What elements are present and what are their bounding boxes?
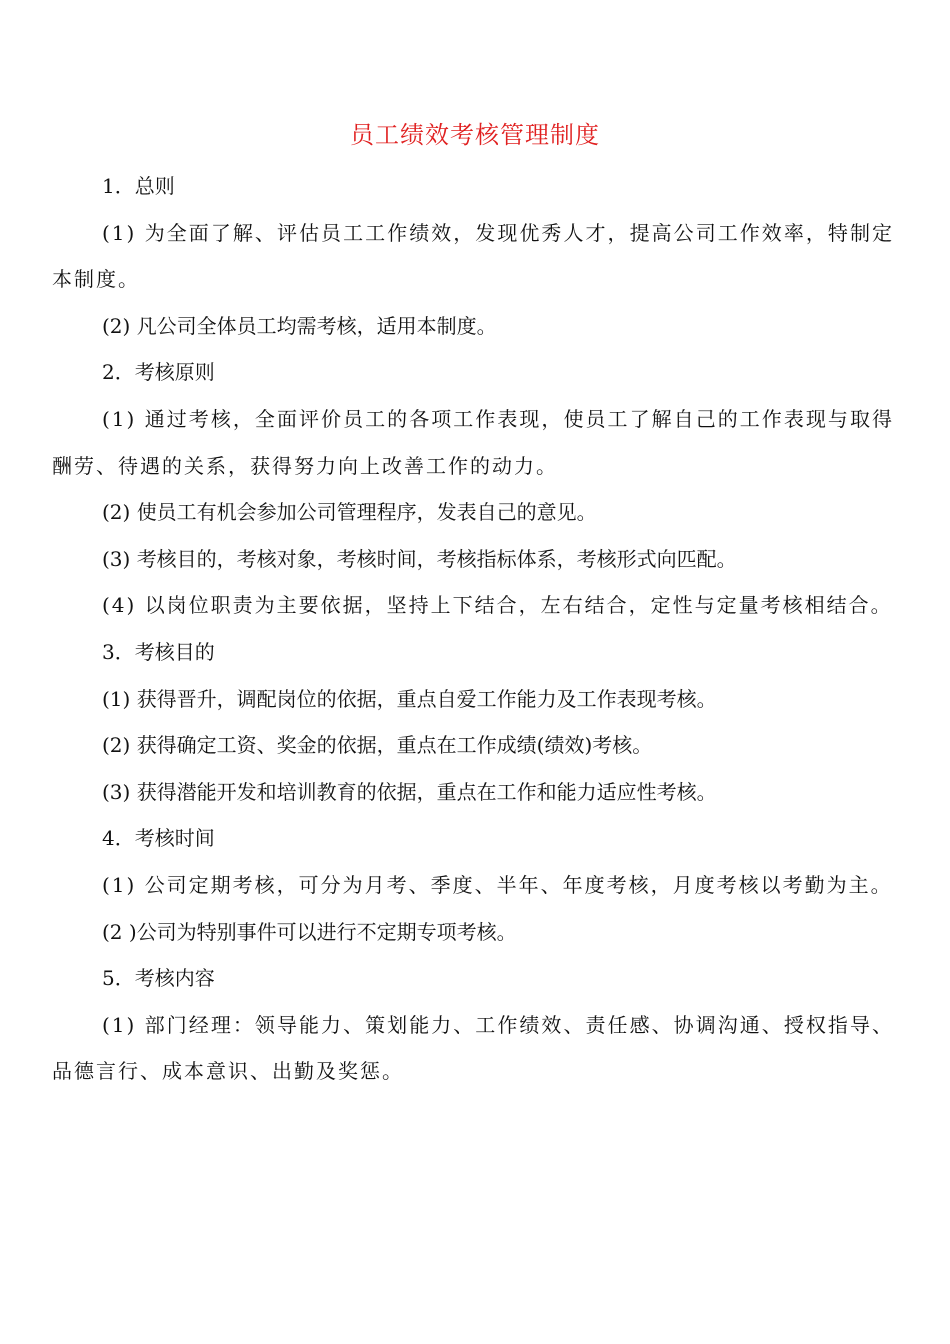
section-heading: 5．考核内容 (102, 966, 215, 991)
paragraph: (1) 获得晋升，调配岗位的依据，重点自爱工作能力及工作表现考核。 (102, 686, 717, 711)
paragraph: (3) 获得潜能开发和培训教育的依据，重点在工作和能力适应性考核。 (102, 779, 717, 804)
section-heading: 2．考核原则 (102, 360, 215, 385)
paragraph: (4) 以岗位职责为主要依据，坚持上下结合，左右结合，定性与定量考核相结合。 (102, 593, 893, 618)
section-heading: 3．考核目的 (102, 639, 215, 664)
paragraph: (2 )公司为特别事件可以进行不定期专项考核。 (102, 919, 517, 944)
document-title: 员工绩效考核管理制度 (350, 121, 600, 149)
section-heading: 4．考核时间 (102, 826, 215, 851)
paragraph: (2) 使员工有机会参加公司管理程序，发表自己的意见。 (102, 500, 597, 525)
section-heading: 1．总则 (102, 174, 175, 198)
paragraph: (3) 考核目的，考核对象，考核时间，考核指标体系，考核形式向匹配。 (102, 546, 737, 571)
paragraph: (2) 凡公司全体员工均需考核，适用本制度。 (102, 313, 497, 338)
paragraph: (2) 获得确定工资、奖金的依据，重点在工作成绩(绩效)考核。 (102, 733, 653, 758)
paragraph: (1) 部门经理：领导能力、策划能力、工作绩效、责任感、协调沟通、授权指导、品德言行、成本意识、出勤及奖惩。 (52, 1012, 894, 1084)
paragraph: (1) 公司定期考核，可分为月考、季度、半年、年度考核，月度考核以考勤为主。 (102, 872, 893, 897)
paragraph: (1) 为全面了解、评估员工工作绩效，发现优秀人才，提高公司工作效率，特制定本制度。 (52, 220, 894, 292)
document-body (52, 163, 894, 1095)
paragraph: (1) 通过考核，全面评价员工的各项工作表现，使员工了解自己的工作表现与取得酬劳、待遇的关系，获得努力向上改善工作的动力。 (52, 406, 894, 478)
